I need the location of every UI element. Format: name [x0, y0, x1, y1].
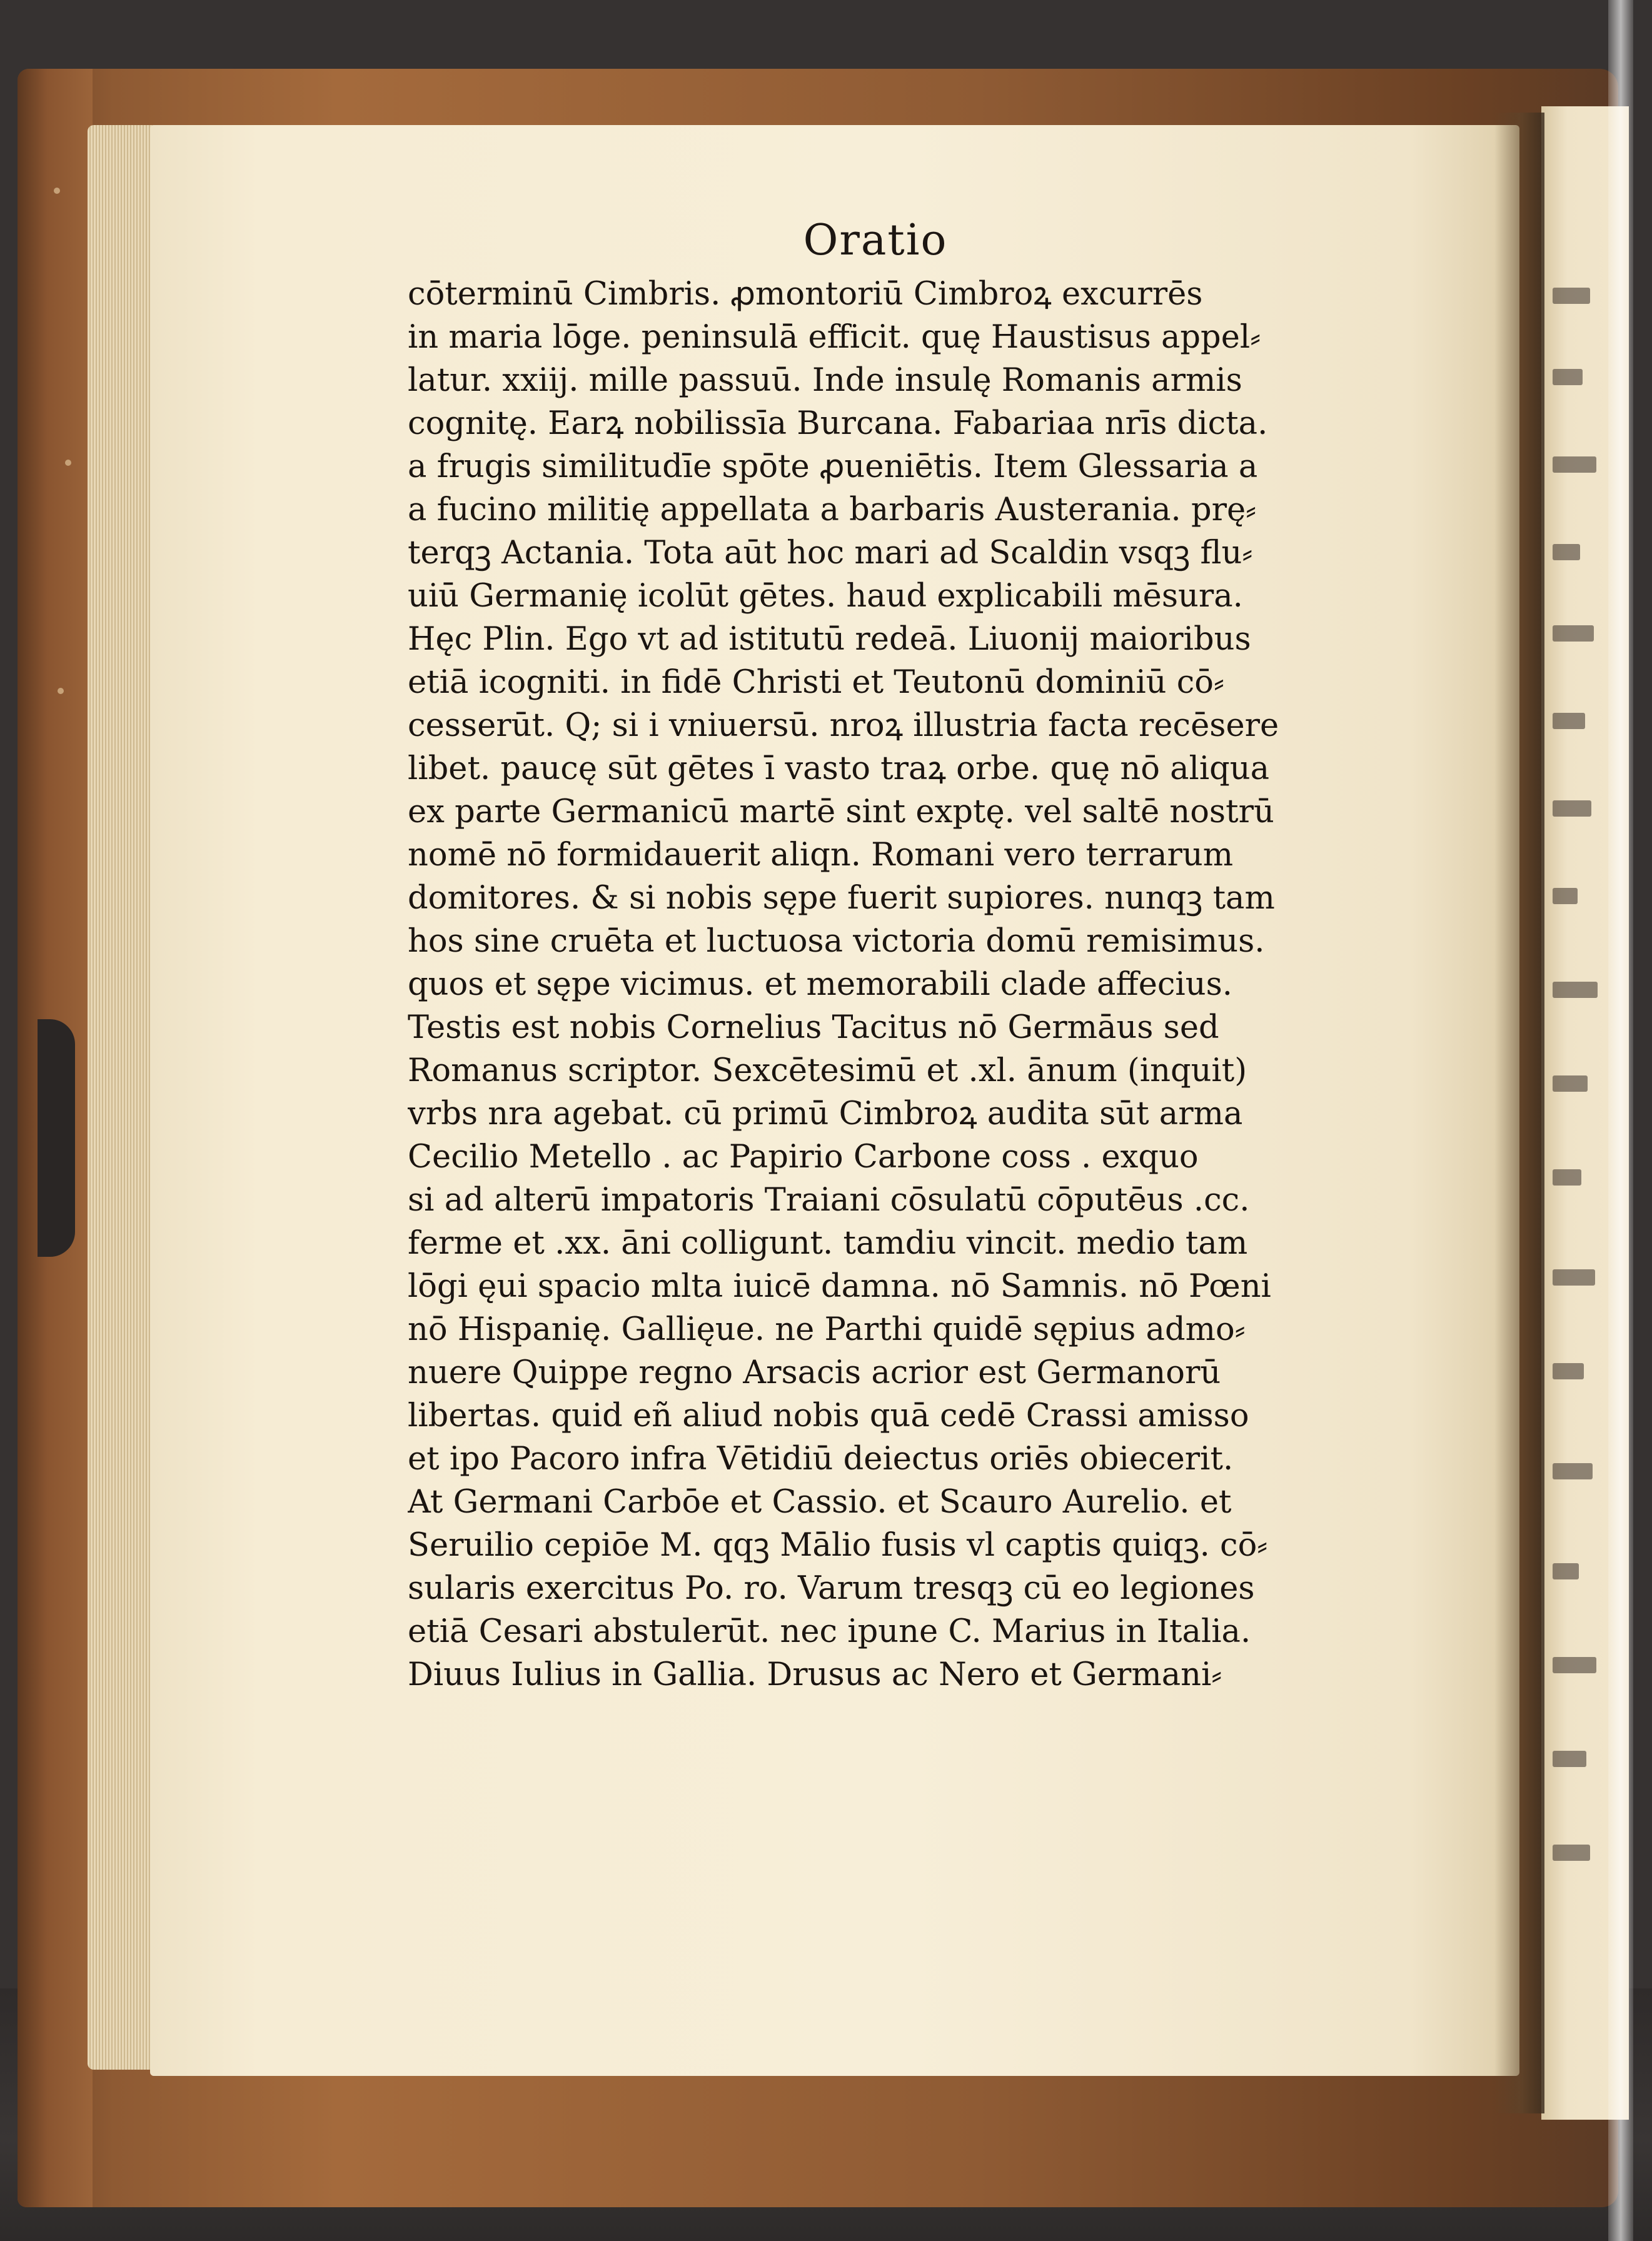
text-line: terqꝫ Actania. Tota aūt hoc mari ad Scaldin vsqꝫ flu⸗ — [408, 535, 1253, 572]
text-line: etiā icogniti. in fidē Christi et Teutonū dominiū cō⸗ — [408, 664, 1224, 701]
text-line: Testis est nobis Cornelius Tacitus nō Germāus sed — [408, 1009, 1219, 1046]
facing-page-text — [1553, 1363, 1584, 1379]
facing-page-text — [1553, 888, 1578, 904]
facing-page-text — [1553, 369, 1583, 385]
text-line: hos sine cruēta et luctuosa victoria domū remisimus. — [408, 923, 1265, 960]
text-line: nomē nō formidauerit aliqn. Romani vero terrarum — [408, 837, 1234, 874]
text-line: Hęc Plin. Ego vt ad istitutū redeā. Liuonij maioribus — [408, 621, 1251, 658]
facing-page-text — [1553, 1751, 1586, 1767]
text-line: cognitę. Earꝝ nobilissīa Burcana. Fabariaa nrīs dicta. — [408, 405, 1268, 442]
page-edges — [88, 125, 159, 2070]
page-holder-strip — [1608, 0, 1633, 2241]
text-line: Diuus Iulius in Gallia. Drusus ac Nero et Germani⸗ — [408, 1656, 1222, 1693]
facing-page-text — [1553, 288, 1590, 304]
text-line: ferme et .xx. āni colligunt. tamdiu vincit. medio tam — [408, 1225, 1248, 1262]
text-line: latur. xxiij. mille passuū. Inde insulę Romanis armis — [408, 362, 1242, 399]
text-line: libet. paucę sūt gētes ī vasto traꝝ orbe. quę nō aliqua — [408, 750, 1270, 787]
gutter-shadow — [1494, 113, 1544, 2113]
text-line: si ad alterū impatoris Traiani cōsulatū cōputēus .cc. — [408, 1182, 1250, 1219]
facing-page-text — [1553, 544, 1580, 560]
text-line: lōgi ęui spacio mlta iuicē damna. nō Samnis. nō Pœni — [408, 1268, 1271, 1305]
text-line: et ipo Pacoro infra Vētidiū deiectus oriēs obiecerit. — [408, 1441, 1234, 1478]
text-line: cesserūt. Q; si i vniuersū. nroꝝ illustria facta recēsere — [408, 707, 1279, 744]
text-line: a fucino militię appellata a barbaris Austerania. prę⸗ — [408, 491, 1257, 528]
text-line: a frugis similitudīe spōte ꝓueniētis. Item Glessaria a — [408, 448, 1258, 485]
facing-page-text — [1553, 1657, 1596, 1673]
text-line: Romanus scriptor. Sexcētesimū et .xl. ānum (inquit) — [408, 1052, 1247, 1089]
facing-page-text — [1553, 1463, 1593, 1479]
running-header: Oratio — [803, 216, 948, 265]
text-line: sularis exercitus Po. ro. Varum tresqꝫ cū eo legiones — [408, 1570, 1255, 1607]
text-line: libertas. quid eñ aliud nobis quā cedē Crassi amisso — [408, 1397, 1249, 1434]
facing-page-text — [1553, 982, 1598, 998]
binding-wormhole — [58, 688, 64, 694]
facing-page-text — [1553, 1269, 1595, 1286]
text-line: cōterminū Cimbris. ꝓmontoriū Cimbroꝝ excurrēs — [408, 276, 1203, 313]
facing-page-text — [1553, 1169, 1581, 1186]
text-line: etiā Cesari abstulerūt. nec ipune C. Marius in Italia. — [408, 1613, 1251, 1650]
binding-notch — [38, 1019, 75, 1257]
text-line: ex parte Germanicū martē sint exptę. vel saltē nostrū — [408, 793, 1274, 830]
text-line: At Germani Carbōe et Cassio. et Scauro Aurelio. et — [408, 1484, 1232, 1521]
text-line: domitores. & si nobis sępe fuerit supiores. nunqꝫ tam — [408, 880, 1275, 917]
facing-page-text — [1553, 800, 1591, 817]
facing-page-text — [1553, 1563, 1579, 1579]
facing-page-text — [1553, 456, 1596, 473]
text-line: vrbs nra agebat. cū primū Cimbroꝝ audita sūt arma — [408, 1095, 1243, 1132]
text-line: uiū Germanię icolūt gētes. haud explicabili mēsura. — [408, 578, 1243, 615]
text-line: nuere Quippe regno Arsacis acrior est Germanorū — [408, 1354, 1221, 1391]
text-line: in maria lōge. peninsulā efficit. quę Haustisus appel⸗ — [408, 319, 1261, 356]
text-line: nō Hispanię. Gallięue. ne Parthi quidē sępius admo⸗ — [408, 1311, 1246, 1348]
facing-page-text — [1553, 713, 1585, 729]
text-line: quos et sępe vicimus. et memorabili clade affecius. — [408, 966, 1232, 1003]
text-line: Cecilio Metello . ac Papirio Carbone coss . exquo — [408, 1139, 1199, 1176]
facing-page-text — [1553, 625, 1594, 642]
text-line: Seruilio cepiōe M. qqꝫ Mālio fusis vl captis quiqꝫ. cō⸗ — [408, 1527, 1268, 1564]
binding-wormhole — [54, 188, 60, 194]
facing-page-text — [1553, 1845, 1590, 1861]
page-text-block — [408, 273, 1364, 1696]
binding-wormhole — [65, 460, 71, 466]
facing-page-text — [1553, 1075, 1588, 1092]
